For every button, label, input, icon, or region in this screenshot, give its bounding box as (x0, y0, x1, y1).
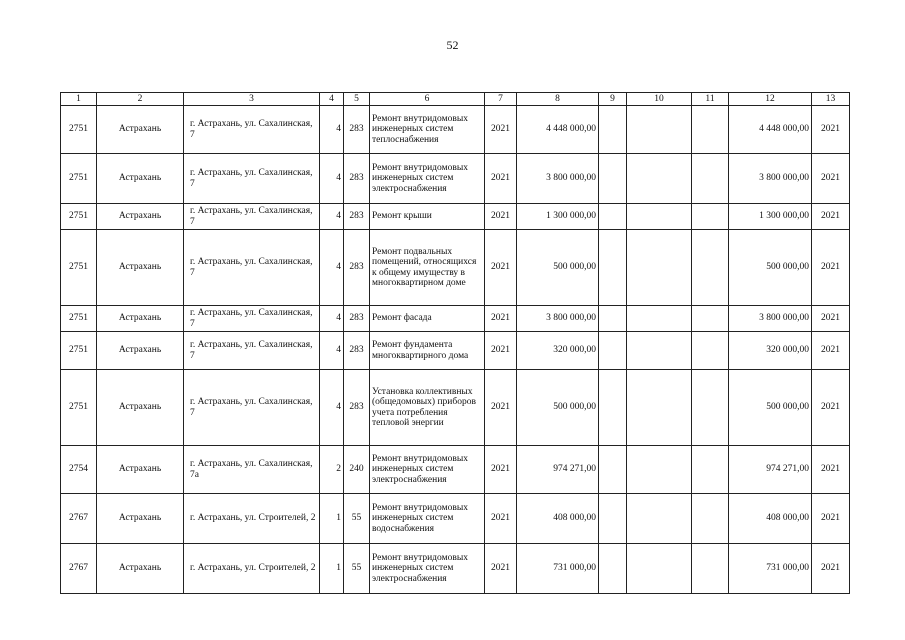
column-header: 2 (97, 93, 184, 106)
table-row (61, 494, 850, 544)
cell-col-9 (599, 306, 627, 332)
table-row (61, 154, 850, 204)
column-header: 6 (370, 93, 485, 106)
cell-end-year: 2021 (812, 370, 850, 446)
cell-col-11 (692, 446, 729, 494)
cell-year: 2021 (485, 306, 517, 332)
cell-col-5: 283 (344, 230, 370, 306)
cell-cost: 4 448 000,00 (517, 106, 599, 154)
table-row (61, 106, 850, 154)
cell-col-4: 4 (320, 332, 344, 370)
cell-col-5: 283 (344, 370, 370, 446)
cell-col-10 (627, 106, 692, 154)
cell-total: 500 000,00 (729, 230, 812, 306)
cell-col-4: 4 (320, 106, 344, 154)
cell-col-10 (627, 494, 692, 544)
cell-city: Астрахань (97, 544, 184, 594)
cell-address: г. Астрахань, ул. Сахалинская, 7 (184, 204, 320, 230)
cell-year: 2021 (485, 446, 517, 494)
cell-col-9 (599, 446, 627, 494)
cell-work-type: Ремонт внутридомовых инженерных систем теплоснабжения (370, 106, 485, 154)
cell-col-5: 283 (344, 154, 370, 204)
cell-col-9 (599, 332, 627, 370)
cell-col-4: 2 (320, 446, 344, 494)
cell-col-9 (599, 230, 627, 306)
cell-end-year: 2021 (812, 494, 850, 544)
column-header: 7 (485, 93, 517, 106)
header-row (61, 93, 850, 106)
cell-end-year: 2021 (812, 446, 850, 494)
cell-cost: 500 000,00 (517, 370, 599, 446)
cell-total: 3 800 000,00 (729, 306, 812, 332)
cell-id: 2767 (61, 544, 97, 594)
data-table (60, 92, 850, 594)
cell-year: 2021 (485, 204, 517, 230)
cell-col-4: 4 (320, 154, 344, 204)
cell-work-type: Ремонт внутридомовых инженерных систем водоснабжения (370, 494, 485, 544)
cell-cost: 500 000,00 (517, 230, 599, 306)
cell-city: Астрахань (97, 446, 184, 494)
cell-id: 2767 (61, 494, 97, 544)
table-row (61, 544, 850, 594)
cell-id: 2751 (61, 106, 97, 154)
cell-end-year: 2021 (812, 306, 850, 332)
cell-col-11 (692, 544, 729, 594)
column-header: 9 (599, 93, 627, 106)
cell-id: 2754 (61, 446, 97, 494)
cell-cost: 3 800 000,00 (517, 154, 599, 204)
cell-total: 974 271,00 (729, 446, 812, 494)
cell-col-4: 4 (320, 306, 344, 332)
cell-end-year: 2021 (812, 154, 850, 204)
cell-cost: 320 000,00 (517, 332, 599, 370)
cell-year: 2021 (485, 154, 517, 204)
cell-end-year: 2021 (812, 106, 850, 154)
cell-id: 2751 (61, 306, 97, 332)
cell-total: 320 000,00 (729, 332, 812, 370)
cell-col-11 (692, 494, 729, 544)
cell-id: 2751 (61, 154, 97, 204)
cell-col-5: 283 (344, 204, 370, 230)
cell-id: 2751 (61, 230, 97, 306)
cell-cost: 408 000,00 (517, 494, 599, 544)
cell-end-year: 2021 (812, 544, 850, 594)
cell-city: Астрахань (97, 306, 184, 332)
cell-total: 4 448 000,00 (729, 106, 812, 154)
cell-col-9 (599, 204, 627, 230)
table-row (61, 332, 850, 370)
table-row (61, 306, 850, 332)
table-row (61, 230, 850, 306)
cell-total: 731 000,00 (729, 544, 812, 594)
cell-col-4: 4 (320, 230, 344, 306)
column-header: 10 (627, 93, 692, 106)
cell-total: 408 000,00 (729, 494, 812, 544)
cell-address: г. Астрахань, ул. Сахалинская, 7 (184, 154, 320, 204)
cell-work-type: Установка коллективных (общедомовых) приборов учета потребления тепловой энергии (370, 370, 485, 446)
cell-id: 2751 (61, 332, 97, 370)
cell-col-9 (599, 544, 627, 594)
cell-work-type: Ремонт фасада (370, 306, 485, 332)
cell-year: 2021 (485, 106, 517, 154)
column-header: 3 (184, 93, 320, 106)
cell-address: г. Астрахань, ул. Сахалинская, 7 (184, 230, 320, 306)
cell-city: Астрахань (97, 204, 184, 230)
cell-year: 2021 (485, 230, 517, 306)
cell-address: г. Астрахань, ул. Строителей, 2 (184, 494, 320, 544)
column-header: 4 (320, 93, 344, 106)
cell-year: 2021 (485, 494, 517, 544)
cell-address: г. Астрахань, ул. Сахалинская, 7 (184, 306, 320, 332)
cell-city: Астрахань (97, 332, 184, 370)
column-header: 5 (344, 93, 370, 106)
cell-col-10 (627, 204, 692, 230)
cell-col-10 (627, 370, 692, 446)
cell-year: 2021 (485, 544, 517, 594)
cell-col-10 (627, 544, 692, 594)
cell-col-5: 283 (344, 306, 370, 332)
cell-work-type: Ремонт внутридомовых инженерных систем электроснабжения (370, 446, 485, 494)
cell-col-5: 55 (344, 494, 370, 544)
cell-col-10 (627, 306, 692, 332)
column-header: 11 (692, 93, 729, 106)
cell-col-10 (627, 154, 692, 204)
column-header: 13 (812, 93, 850, 106)
cell-total: 500 000,00 (729, 370, 812, 446)
cell-col-5: 240 (344, 446, 370, 494)
cell-end-year: 2021 (812, 204, 850, 230)
cell-total: 3 800 000,00 (729, 154, 812, 204)
table-row (61, 204, 850, 230)
cell-work-type: Ремонт подвальных помещений, относящихся к общему имуществу в многоквартирном доме (370, 230, 485, 306)
cell-col-10 (627, 230, 692, 306)
cell-col-4: 4 (320, 204, 344, 230)
cell-col-11 (692, 332, 729, 370)
cell-city: Астрахань (97, 230, 184, 306)
cell-work-type: Ремонт внутридомовых инженерных систем электроснабжения (370, 154, 485, 204)
cell-col-11 (692, 204, 729, 230)
cell-col-4: 4 (320, 370, 344, 446)
cell-col-11 (692, 306, 729, 332)
cell-col-5: 55 (344, 544, 370, 594)
cell-address: г. Астрахань, ул. Сахалинская, 7 (184, 332, 320, 370)
table-row (61, 446, 850, 494)
cell-total: 1 300 000,00 (729, 204, 812, 230)
cell-city: Астрахань (97, 494, 184, 544)
cell-cost: 1 300 000,00 (517, 204, 599, 230)
cell-col-11 (692, 370, 729, 446)
table-row (61, 370, 850, 446)
cell-col-9 (599, 370, 627, 446)
cell-address: г. Астрахань, ул. Сахалинская, 7 (184, 106, 320, 154)
cell-col-10 (627, 332, 692, 370)
cell-city: Астрахань (97, 370, 184, 446)
cell-col-5: 283 (344, 332, 370, 370)
cell-col-4: 1 (320, 494, 344, 544)
cell-address: г. Астрахань, ул. Сахалинская, 7а (184, 446, 320, 494)
cell-city: Астрахань (97, 154, 184, 204)
cell-address: г. Астрахань, ул. Строителей, 2 (184, 544, 320, 594)
cell-col-9 (599, 154, 627, 204)
cell-work-type: Ремонт фундамента многоквартирного дома (370, 332, 485, 370)
cell-col-4: 1 (320, 544, 344, 594)
cell-col-11 (692, 106, 729, 154)
cell-id: 2751 (61, 370, 97, 446)
cell-id: 2751 (61, 204, 97, 230)
page-number: 52 (446, 38, 459, 52)
cell-city: Астрахань (97, 106, 184, 154)
cell-year: 2021 (485, 332, 517, 370)
cell-col-10 (627, 446, 692, 494)
column-header: 8 (517, 93, 599, 106)
cell-col-9 (599, 106, 627, 154)
cell-work-type: Ремонт крыши (370, 204, 485, 230)
cell-cost: 974 271,00 (517, 446, 599, 494)
cell-work-type: Ремонт внутридомовых инженерных систем электроснабжения (370, 544, 485, 594)
cell-year: 2021 (485, 370, 517, 446)
cell-col-5: 283 (344, 106, 370, 154)
cell-cost: 3 800 000,00 (517, 306, 599, 332)
cell-end-year: 2021 (812, 332, 850, 370)
cell-col-11 (692, 230, 729, 306)
cell-col-9 (599, 494, 627, 544)
cell-col-11 (692, 154, 729, 204)
cell-address: г. Астрахань, ул. Сахалинская, 7 (184, 370, 320, 446)
column-header: 12 (729, 93, 812, 106)
cell-end-year: 2021 (812, 230, 850, 306)
column-header: 1 (61, 93, 97, 106)
cell-cost: 731 000,00 (517, 544, 599, 594)
